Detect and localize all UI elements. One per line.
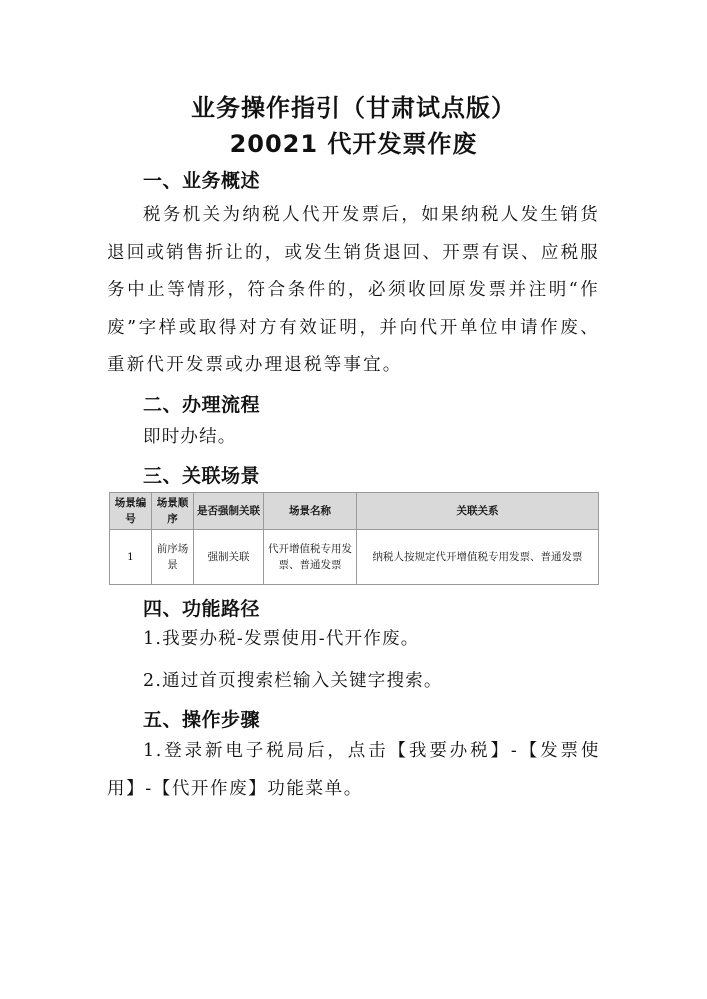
- section-heading-overview: 一、业务概述: [143, 170, 261, 192]
- table-header-cell: 关联关系: [357, 493, 599, 530]
- section-heading-scenes: 三、关联场景: [143, 465, 261, 487]
- table-cell: 1: [110, 530, 152, 585]
- path-item: 2.通过首页搜索栏输入关键字搜索。: [143, 671, 443, 691]
- step-item: 1.登录新电子税局后，点击【我要办税】-【发票使用】-【代开作废】功能菜单。: [107, 741, 600, 799]
- document-subtitle: 20021 代开发票作废: [229, 130, 478, 158]
- table-cell: 前序场景: [152, 530, 194, 585]
- section-heading-flow: 二、办理流程: [143, 394, 261, 416]
- document-title: 业务操作指引（甘肃试点版）: [191, 94, 516, 122]
- section-heading-steps: 五、操作步骤: [143, 709, 261, 731]
- table-header-cell: 场景名称: [264, 493, 357, 530]
- table-row: [110, 530, 599, 585]
- table-header-cell: 场景顺序: [152, 493, 194, 530]
- table-cell: 强制关联: [194, 530, 264, 585]
- table-cell: 代开增值税专用发票、普通发票: [264, 530, 357, 585]
- overview-paragraph: 税务机关为纳税人代开发票后，如果纳税人发生销货退回或销售折让的，或发生销货退回、开票有误、应税服务中止等情形，符合条件的，必须收回原发票并注明“作废”字样或取得对方有效证明，并向代开单位申请作废、重新代开发票或办理退税等事宜。: [107, 205, 600, 376]
- table-header-cell: 是否强制关联: [194, 493, 264, 530]
- scene-table: [109, 492, 599, 585]
- table-cell: 纳税人按规定代开增值税专用发票、普通发票: [357, 530, 599, 585]
- table-header-cell: 场景编号: [110, 493, 152, 530]
- flow-paragraph: 即时办结。: [143, 427, 237, 447]
- section-heading-path: 四、功能路径: [143, 598, 261, 620]
- table-header-row: [110, 493, 599, 530]
- path-item: 1.我要办税-发票使用-代开作废。: [143, 629, 420, 649]
